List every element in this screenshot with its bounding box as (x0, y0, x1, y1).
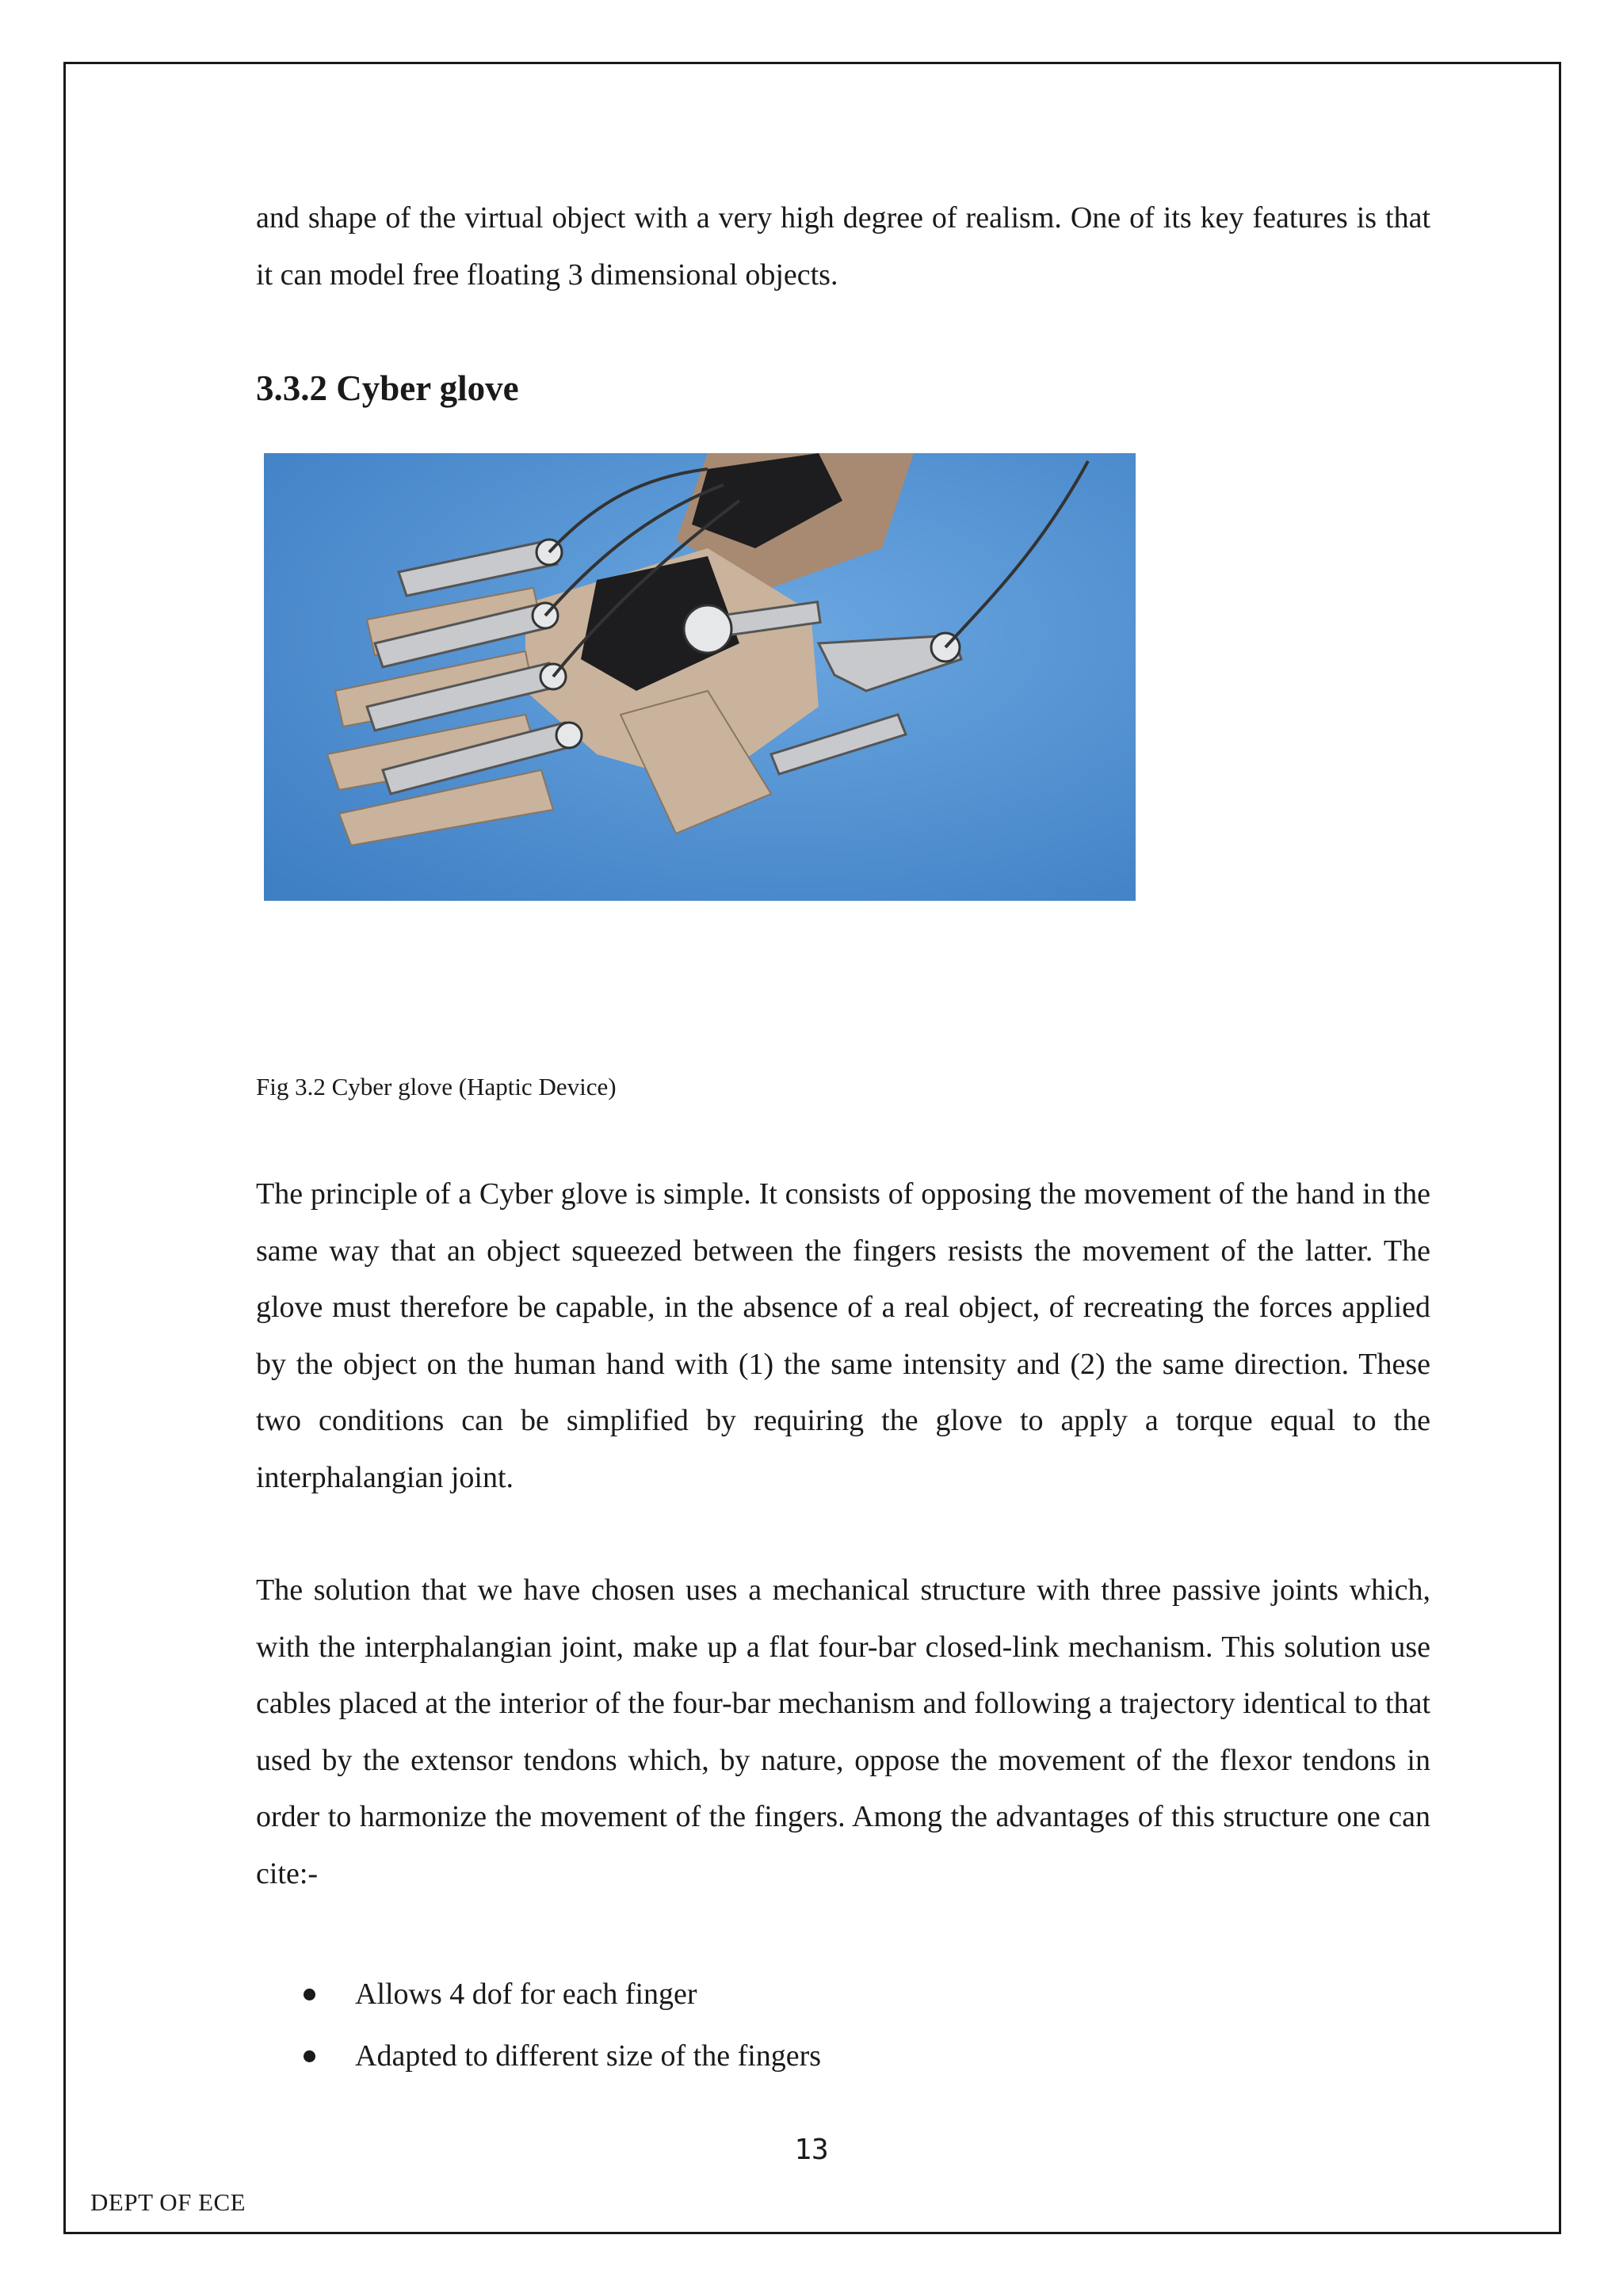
list-item-text: Allows 4 dof for each finger (355, 1978, 697, 2011)
footer-department: DEPT OF ECE (90, 2188, 246, 2216)
list-item (301, 1963, 821, 2025)
advantages-list (301, 1963, 821, 2087)
page-number: 13 (794, 2134, 829, 2166)
list-item-text: Adapted to different size of the fingers (355, 2039, 822, 2073)
bullet-icon (304, 2050, 315, 2062)
principle-paragraph (256, 1166, 1430, 1506)
list-item (301, 2025, 821, 2087)
principle-paragraph-text: The principle of a Cyber glove is simple. It consists of opposing the movement of the hand in the same way that an object squeezed between the fingers resists the movement of the latter. The glove must therefore be capable, in the absence of a real object, of recreating the forces applied by the object on the human hand with (1) the same intensity and (2) the same direction. These two conditions can be simplified by requiring the glove to apply a torque equal to the interphalangian joint. (256, 1177, 1430, 1494)
solution-paragraph-text: The solution that we have chosen uses a mechanical structure with three passive joints which, with the interphalangian joint, make up a flat four-bar closed-link mechanism. This solution use cables placed at the interior of the four-bar mechanism and following a trajectory identical to that used by the extensor tendons which, by nature, oppose the movement of the flexor tendons in order to harmonize the movement of the fingers. Among the advantages of this structure one can cite:- (256, 1573, 1430, 1890)
bullet-icon (304, 1989, 315, 2000)
intro-paragraph-text: and shape of the virtual object with a very high degree of realism. One of its key features is that it can model free floating 3 dimensional objects. (256, 201, 1430, 292)
cyber-glove-photo-icon (264, 453, 1136, 901)
solution-paragraph (256, 1562, 1430, 1902)
figure-cyber-glove-photo (264, 453, 1136, 901)
figure-caption: Fig 3.2 Cyber glove (Haptic Device) (256, 1073, 617, 1100)
section-heading: 3.3.2 Cyber glove (256, 368, 519, 408)
intro-paragraph (256, 190, 1430, 303)
